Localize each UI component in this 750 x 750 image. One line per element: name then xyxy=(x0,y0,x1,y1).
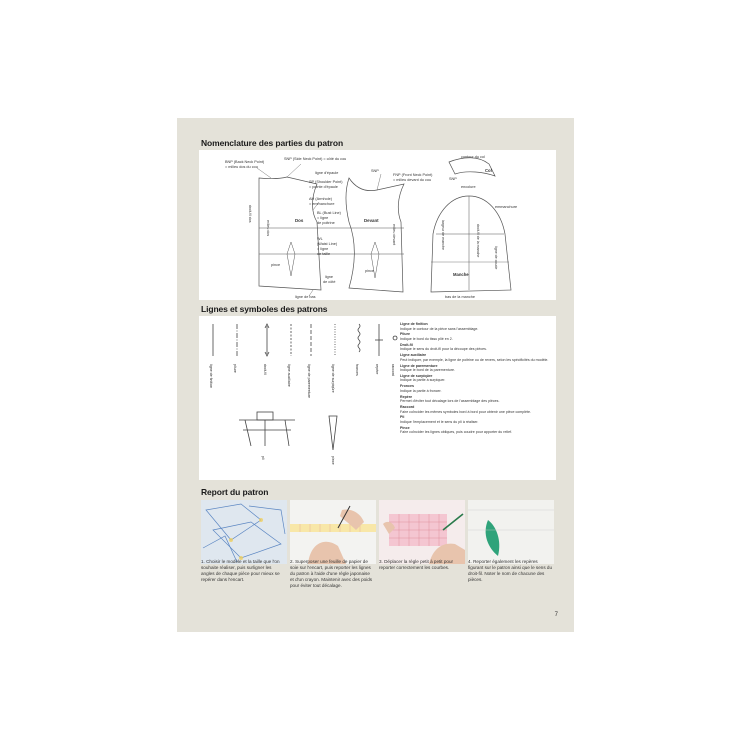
section-title-nomenclature: Nomenclature des parties du patron xyxy=(201,138,344,148)
label-wl-4: de taille xyxy=(317,252,331,256)
legend-term: Repère xyxy=(400,394,413,399)
step-4-photo xyxy=(468,500,554,564)
legend-term: Ligne de parementure xyxy=(400,363,438,368)
label-bl: BL (Bust Line) xyxy=(317,211,341,215)
bodice-pattern-diagram xyxy=(199,150,556,300)
legend-term: Ligne de surpiqûre xyxy=(400,373,433,378)
step-2-text: 2. Superposer une feuille de papier de soie sur l'encart, puis reporter les lignes du patron à l'aide d'une règle japonaise et d'un crayon. Maintenir avec des poids pour éviter tout décalage. xyxy=(290,559,373,588)
legend-desc: Peut indiquer, par exemple, la ligne de poitrine ou de revers, selon les spécificités du modèle. xyxy=(400,357,549,362)
label-fnp: FNP (Front Neck Point) xyxy=(393,173,433,177)
label-bnp-2: = milieu dos du cou xyxy=(225,165,258,169)
label-wl-3: = ligne xyxy=(317,247,329,251)
label-milieu-dos: milieu dos xyxy=(266,220,270,237)
legend-term: Pli xyxy=(400,415,405,420)
step-3-photo xyxy=(379,500,465,564)
label-largeur-manche: largeur de manche xyxy=(441,220,445,250)
label-col: Col xyxy=(485,168,492,173)
label-bl-3: de poitrine xyxy=(317,221,335,225)
label-ah: AH (Armhole) xyxy=(309,197,332,201)
legend-term: Fronces xyxy=(400,384,414,389)
step-4-text: 4. Reporter également les repères figurant sur le patron ainsi que le sens du droit-fil. Noter le nom de chacune des pièces. xyxy=(468,559,553,582)
legend-desc: Indique la partie à surpiquer. xyxy=(400,378,446,383)
legend-desc: Indique le bord de la parementure. xyxy=(400,368,455,373)
symbol-label-repere: repère xyxy=(375,364,379,375)
label-ligne-coude: ligne de coude xyxy=(494,246,498,270)
label-ligne-epaule: ligne d'épaule xyxy=(315,171,339,175)
symbol-label-pince: pince xyxy=(331,456,335,465)
label-contour-col: contour du col xyxy=(461,155,485,159)
step-2-photo xyxy=(290,500,376,564)
symbol-label-ligne-surpiqure: ligne de surpiqûre xyxy=(331,364,335,393)
legend-desc: Indique la partie à froncer. xyxy=(400,388,442,393)
legend-desc: Faire coïncider les lignes obliques, puis coudre pour apporter du relief. xyxy=(400,430,513,435)
label-dos: Dos xyxy=(295,218,304,223)
section-title-report: Report du patron xyxy=(201,487,269,497)
symbol-label-droit-fil: droit-fil xyxy=(263,364,267,375)
legend-term: Pince xyxy=(400,425,410,430)
symbol-label-ligne-auxiliaire: ligne auxiliaire xyxy=(287,364,291,387)
label-wl: WL xyxy=(317,237,323,241)
page-number: 7 xyxy=(554,612,558,618)
nomenclature-diagram-panel xyxy=(199,150,556,300)
label-ligne-cote-2: de côté xyxy=(323,280,336,284)
legend-desc: Indique le contour de la pièce sans l'assemblage. xyxy=(400,326,479,331)
legend-term: Raccord xyxy=(400,405,415,409)
label-ligne-bas: ligne de bas xyxy=(295,295,316,299)
legend-term: Pliure xyxy=(400,332,410,337)
step-3-text: 3. Déplacer la règle petit à petit pour reporter correctement les courbes. xyxy=(379,559,454,570)
step-1-text: 1. Choisir le modèle et la taille que l'on souhaite réaliser, puis surligner les angles de chaque pièce pour mieux se repérer dans l'encart. xyxy=(201,559,280,582)
legend-term: Ligne auxiliaire xyxy=(400,353,427,358)
book-page xyxy=(177,118,574,632)
label-ligne-cote: ligne xyxy=(325,275,334,279)
label-devant: Devant xyxy=(364,218,379,223)
symbol-label-ligne-finition: ligne de finition xyxy=(209,364,213,388)
label-pince-2: pince xyxy=(365,269,375,273)
legend-desc: Indique le sens du droit-fil pour la découpe des pièces. xyxy=(400,347,487,352)
label-encolure: encolure xyxy=(461,185,476,189)
label-pince: pince xyxy=(271,263,281,267)
label-emmanchure: emmanchure xyxy=(495,205,518,209)
label-milieu-devant: milieu devant xyxy=(392,224,396,246)
symbol-label-ligne-parementure: ligne de parementure xyxy=(307,364,311,398)
label-fnp-2: = milieu devant du cou xyxy=(393,178,432,182)
label-manche: Manche xyxy=(453,272,469,277)
label-wl-2: (Waist Line) xyxy=(317,242,338,246)
symbol-label-pliure: pliure xyxy=(233,364,237,373)
label-sp: SP (Shoulder Point) xyxy=(309,180,343,184)
legend-term: Droit-fil xyxy=(400,342,413,347)
legend-term: Ligne de finition xyxy=(400,322,428,326)
label-droit-fil-dos: droit-fil dos xyxy=(248,205,252,223)
label-bnp: BNP (Back Neck Point) xyxy=(225,160,265,164)
legend-desc: Faire coïncider les mêmes symboles bord à bord pour obtenir une pièce complète. xyxy=(400,409,532,414)
label-snp-collar: SNP xyxy=(449,177,457,181)
label-sp-2: = pointe d'épaule xyxy=(309,185,338,189)
symbol-label-fronces: fronces xyxy=(355,364,359,376)
label-snp: SNP (Side Neck Point) = côté du cou xyxy=(284,157,347,161)
label-bas-manche: bas de la manche xyxy=(445,295,475,299)
legend-desc: Indique le bord du tissu plié en 2. xyxy=(400,336,453,341)
label-ah-2: = emmanchure xyxy=(309,202,335,206)
symbols-panel xyxy=(199,316,556,480)
step-1-photo xyxy=(201,500,287,564)
symbol-label-raccord: raccord xyxy=(391,364,395,376)
symbols-legend xyxy=(400,322,555,436)
section-title-lignes: Lignes et symboles des patrons xyxy=(201,304,328,314)
label-droit-fil-manche: droit-fil de la manche xyxy=(476,224,480,258)
label-bl-2: = ligne xyxy=(317,216,329,220)
legend-desc: Indique l'emplacement et le sens du pli à réaliser. xyxy=(400,419,479,424)
label-snp-short: SNP xyxy=(371,169,379,173)
legend-desc: Permet d'éviter tout décalage lors de l'assemblage des pièces. xyxy=(400,399,500,404)
symbol-label-pli: pli xyxy=(261,456,265,460)
